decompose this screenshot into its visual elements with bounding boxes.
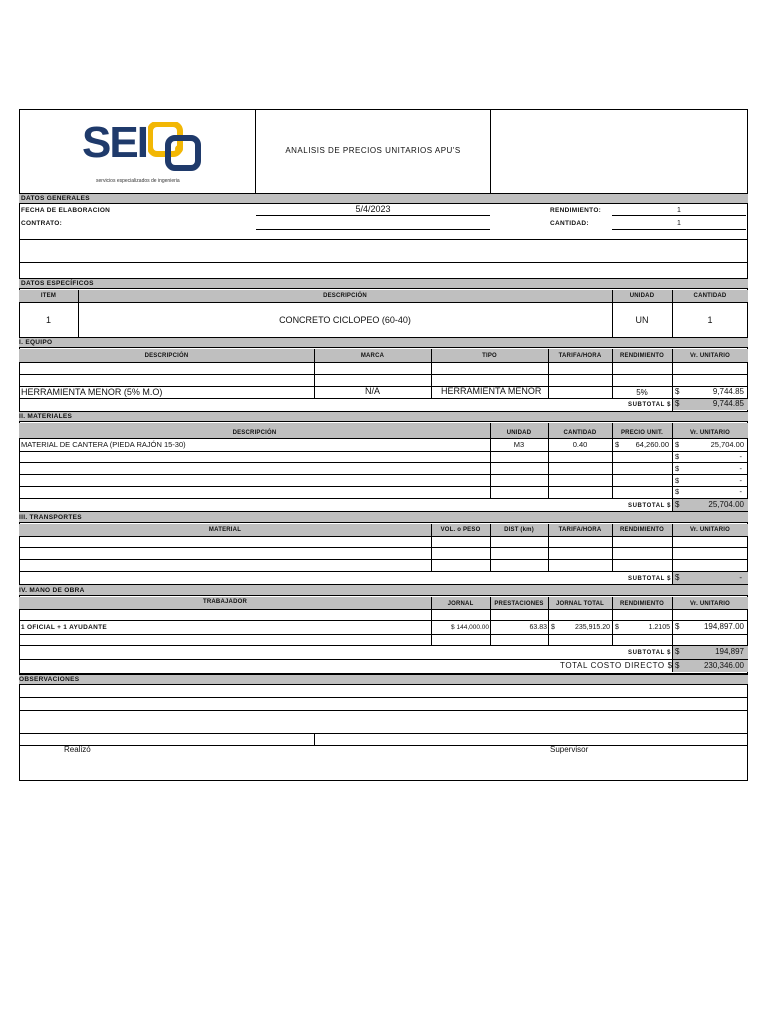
tr-col-tarifa: TARIFA/HORA (558, 527, 602, 533)
rendimiento-label: RENDIMIENTO: (550, 207, 602, 214)
mat-subtotal-value: 25,704.00 (708, 500, 744, 509)
mat-empty-val: - (739, 476, 742, 485)
equipo-col-marca: MARCA (360, 353, 385, 359)
equipo-row-marca: N/A (364, 386, 380, 396)
section-datos-generales: DATOS GENERALES (21, 195, 90, 202)
section-datos-especificos: DATOS ESPECÍFICOS (21, 280, 94, 287)
mat-empty-val: - (739, 487, 742, 496)
equipo-row-cur: $ (675, 387, 680, 396)
mo-col-vr: Vr. UNITARIO (690, 601, 730, 607)
cantidad-value: 1 (677, 220, 681, 227)
mat-col-precio: PRECIO UNIT. (620, 430, 664, 436)
mat-row-unidad: M3 (513, 440, 525, 449)
col-unidad: UNIDAD (629, 293, 655, 299)
item-unidad: UN (635, 315, 649, 325)
item-cantidad: 1 (707, 315, 713, 325)
mo-row-rendimiento: 1.2105 (648, 624, 670, 631)
mo-row-prestaciones: 63.83 (529, 624, 547, 631)
mo-row-trabajador: 1 OFICIAL + 1 AYUDANTE (21, 624, 108, 631)
tr-col-vol: VOL. o PESO (440, 527, 481, 533)
mo-subtotal-value: 194,897 (715, 647, 744, 656)
col-descripcion: DESCRIPCIÓN (323, 293, 367, 299)
tr-subtotal-cur: $ (675, 573, 680, 582)
tr-col-material: MATERIAL (208, 527, 242, 533)
total-label: TOTAL COSTO DIRECTO $ (560, 661, 673, 670)
mo-col-jornal-total: JORNAL TOTAL (555, 601, 605, 607)
signature-realizo: Realizó (64, 745, 91, 754)
equipo-col-tarifa: TARIFA/HORA (558, 353, 602, 359)
equipo-col-vr: Vr. UNITARIO (690, 353, 730, 359)
item-description: CONCRETO CICLOPEO (60-40) (279, 315, 411, 325)
mo-row-jt-cur: $ (551, 624, 555, 631)
logo-tagline: servicios especializados de ingenieria (96, 178, 180, 184)
equipo-row-rendimiento: 5% (636, 388, 648, 397)
tr-col-vr: Vr. UNITARIO (690, 527, 730, 533)
equipo-subtotal-value: 9,744.85 (712, 399, 744, 408)
mo-row-jornal-total: 235,915.20 (574, 624, 610, 631)
contrato-label: CONTRATO: (21, 220, 63, 227)
mo-subtotal-cur: $ (675, 647, 680, 656)
mo-row-vr: 194,897.00 (703, 622, 744, 631)
cantidad-label: CANTIDAD: (550, 220, 589, 227)
mat-col-cantidad: CANTIDAD (563, 430, 597, 436)
equipo-col-descripcion: DESCRIPCIÓN (144, 353, 189, 359)
mat-empty-cur: $ (675, 476, 680, 485)
mat-empty-cur: $ (675, 487, 680, 496)
item-number: 1 (45, 315, 51, 325)
mat-empty-cur: $ (675, 464, 680, 473)
mat-row-precio-cur: $ (615, 440, 620, 449)
mat-row-desc: MATERIAL DE CANTERA (PIEDA RAJÓN 15-30) (21, 440, 186, 449)
logo-key-icon (148, 122, 204, 172)
mo-col-jornal: JORNAL (447, 601, 474, 607)
mat-col-unidad: UNIDAD (506, 430, 532, 436)
mo-row-cur: $ (675, 622, 680, 631)
signature-supervisor: Supervisor (550, 745, 589, 754)
equipo-row-desc: HERRAMIENTA MENOR (5% M.O) (21, 387, 163, 397)
tr-col-rendimiento: RENDIMIENTO (619, 527, 665, 533)
mat-row-cantidad: 0.40 (572, 440, 588, 449)
mat-empty-val: - (739, 452, 742, 461)
equipo-subtotal-label: SUBTOTAL $ (628, 402, 672, 408)
tr-subtotal-label: SUBTOTAL $ (628, 576, 672, 582)
tr-subtotal-value: - (739, 573, 742, 582)
mat-subtotal-cur: $ (675, 500, 680, 509)
mat-empty-val: - (739, 464, 742, 473)
mat-row-vr: 25,704.00 (710, 440, 744, 449)
mat-row-cur: $ (675, 440, 680, 449)
mat-col-descripcion: DESCRIPCIÓN (232, 430, 277, 436)
fecha-label: FECHA DE ELABORACION (21, 207, 111, 214)
equipo-col-rendimiento: RENDIMIENTO (619, 353, 665, 359)
mo-col-rendimiento: RENDIMIENTO (619, 601, 665, 607)
fecha-value: 5/4/2023 (355, 204, 391, 214)
col-item: ITEM (40, 293, 57, 299)
mo-row-rend-cur: $ (615, 624, 619, 631)
section-mano-de-obra: IV. MANO DE OBRA (19, 587, 85, 594)
total-value: 230,346.00 (703, 661, 744, 670)
equipo-row-tipo: HERRAMIENTA MENOR (441, 386, 542, 396)
equipo-subtotal-cur: $ (675, 399, 680, 408)
section-materiales: II. MATERIALES (19, 413, 73, 420)
company-logo (82, 118, 206, 188)
col-cantidad: CANTIDAD (693, 293, 727, 299)
total-cur: $ (675, 661, 680, 670)
rendimiento-value: 1 (677, 207, 681, 214)
mat-subtotal-label: SUBTOTAL $ (628, 503, 672, 509)
equipo-row-vr: 9,744.85 (712, 387, 744, 396)
section-equipo: I. EQUIPO (19, 339, 53, 346)
logo-text: SEI (82, 118, 147, 167)
mat-empty-cur: $ (675, 452, 680, 461)
document-title: ANALISIS DE PRECIOS UNITARIOS APU'S (285, 146, 461, 155)
equipo-col-tipo: TIPO (482, 353, 497, 359)
tr-col-dist: DIST (km) (504, 527, 534, 533)
mat-col-vr: Vr. UNITARIO (690, 430, 730, 436)
mat-row-precio: 64,260.00 (635, 440, 669, 449)
mo-row-jornal: $ 144,000.00 (451, 624, 489, 631)
mo-subtotal-label: SUBTOTAL $ (628, 650, 672, 656)
section-observaciones: OBSERVACIONES (19, 676, 80, 683)
mo-col-trabajador: TRABAJADOR (203, 599, 247, 605)
mo-col-prestaciones: PRESTACIONES (494, 601, 544, 607)
section-transportes: III. TRANSPORTES (19, 514, 82, 521)
